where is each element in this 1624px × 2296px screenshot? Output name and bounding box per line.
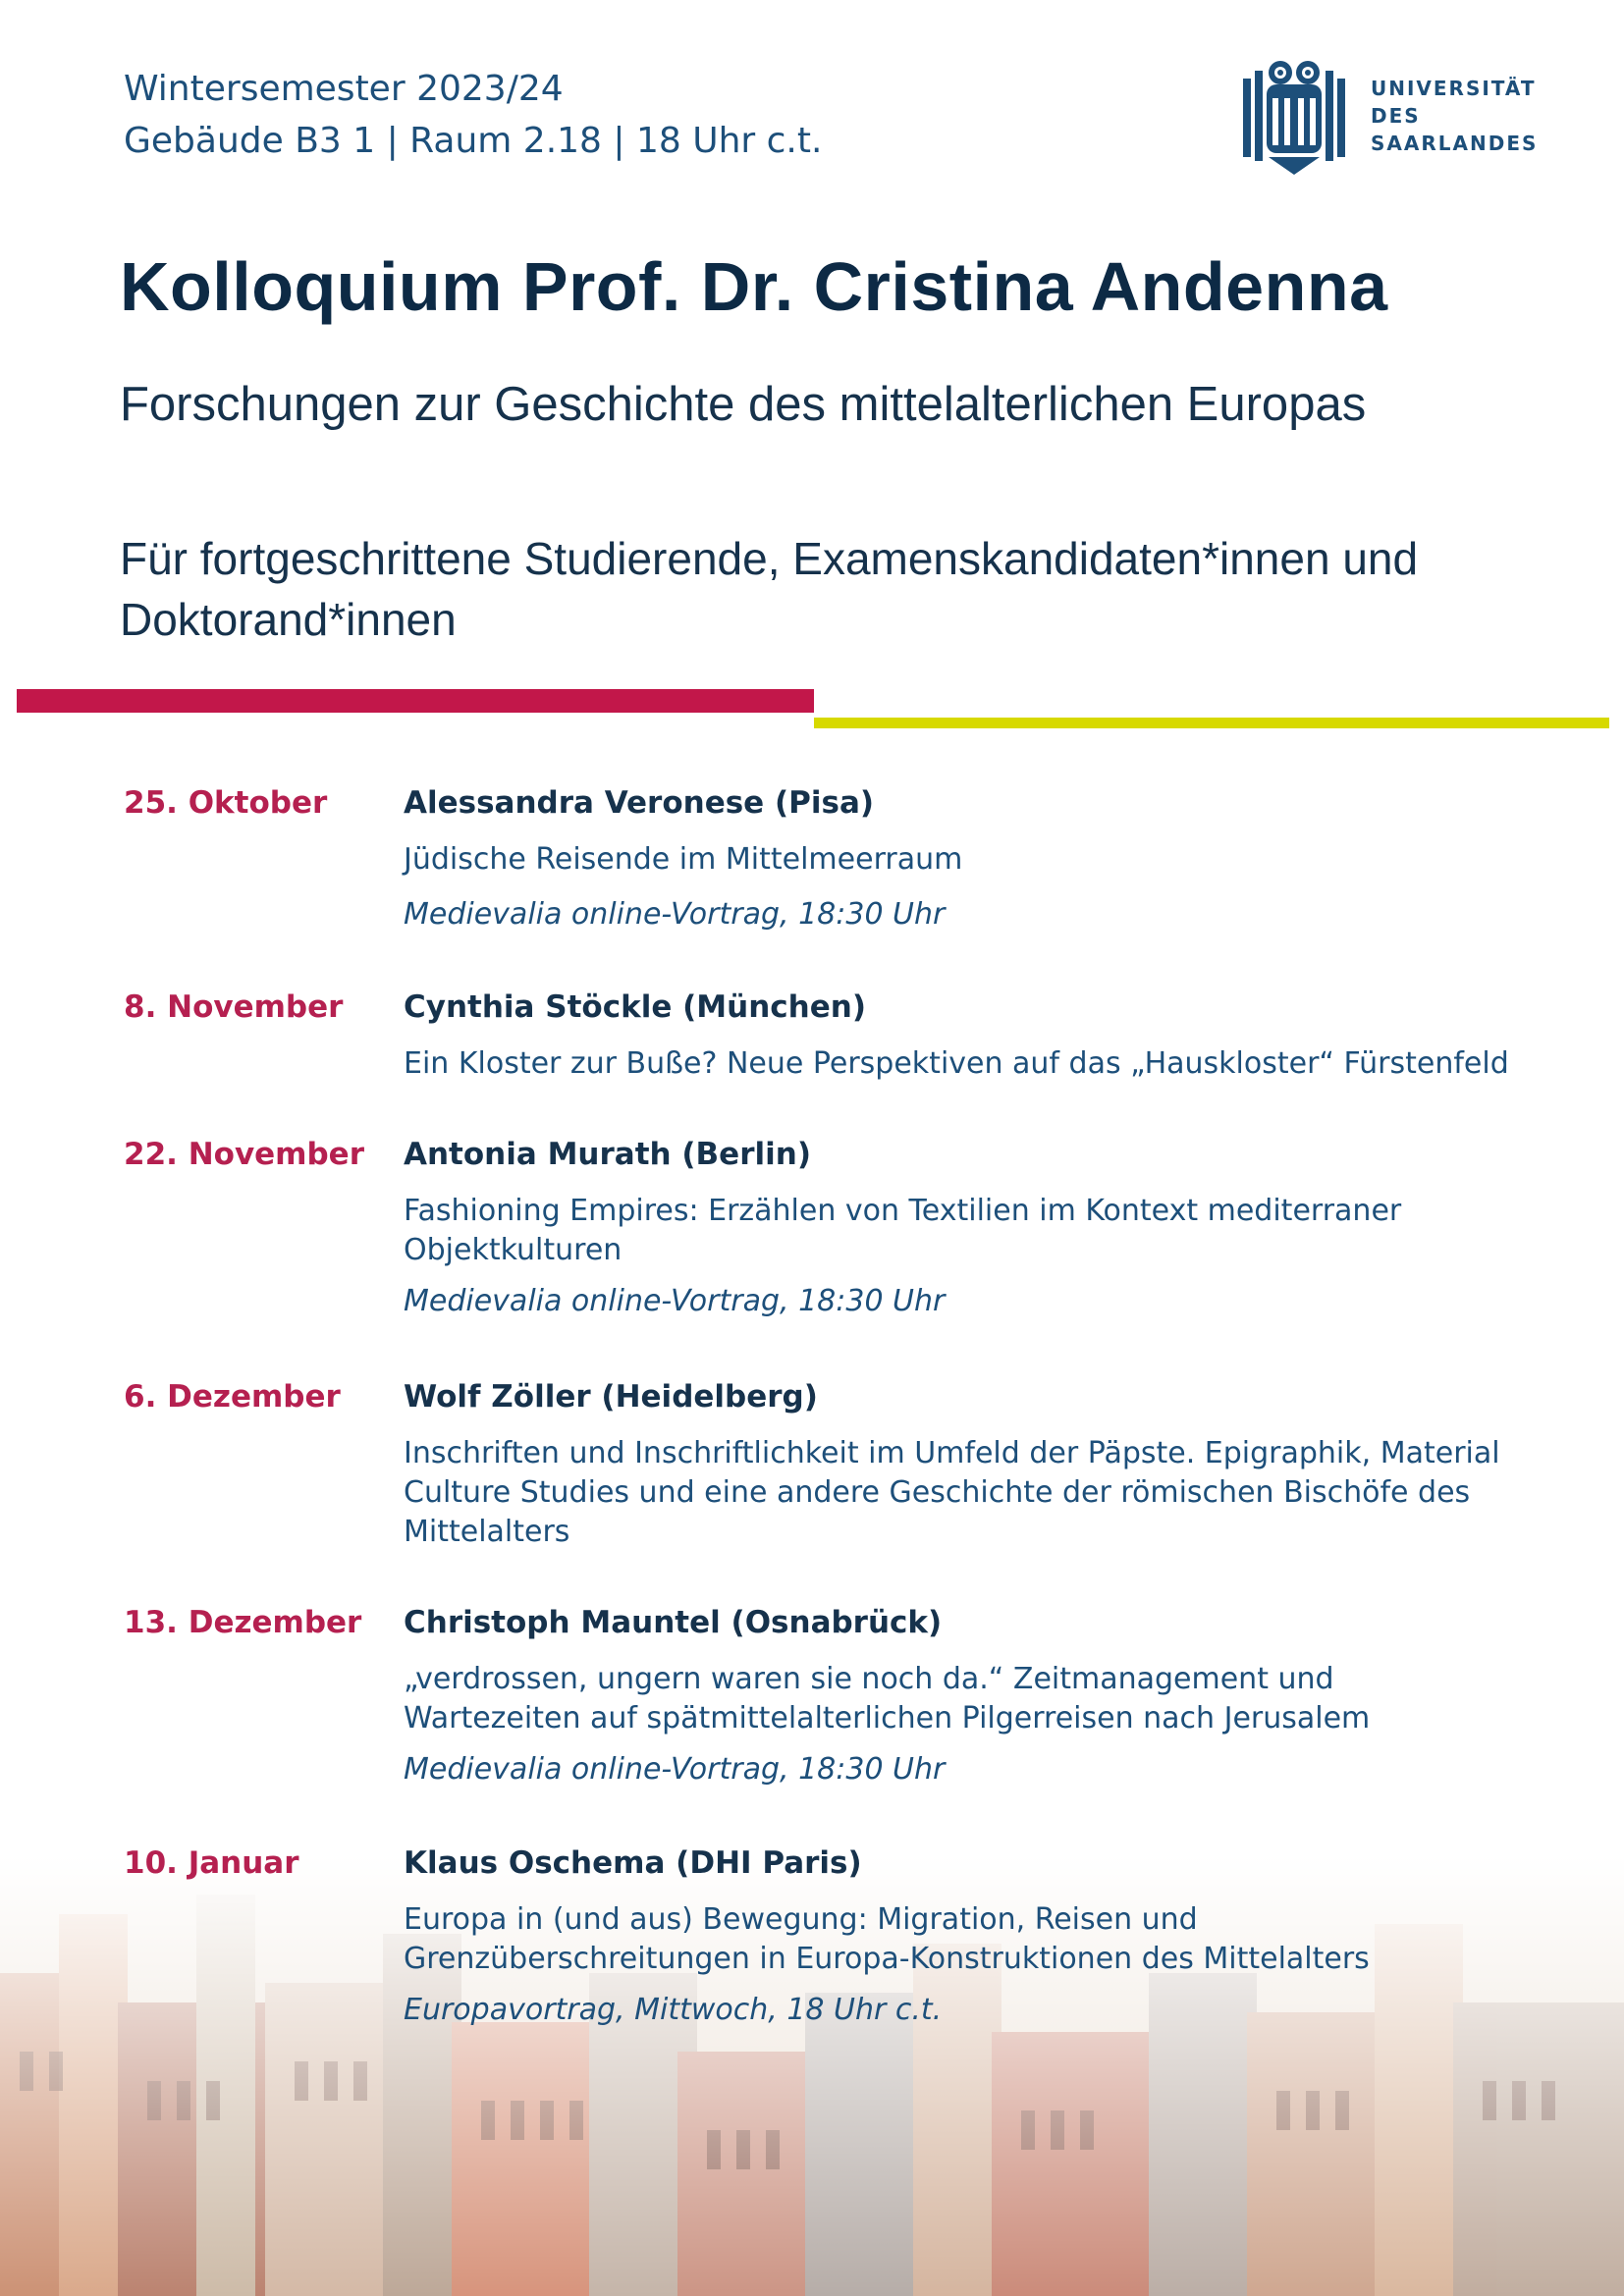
event-topic: Ein Kloster zur Buße? Neue Perspektiven auf das „Hauskloster“ Fürstenfeld <box>404 1046 1509 1081</box>
header-info <box>124 63 822 167</box>
audience-text: Für fortgeschrittene Studierende, Examenskandidaten*innen und Doktorand*innen <box>120 533 1419 645</box>
event-date: 22. November <box>124 1137 364 1172</box>
event-topic: Inschriften und Inschriftlichkeit im Umfeld der Päpste. Epigraphik, Material Culture Studies und eine andere Geschichte der römischen Bischöfe des Mittelalters <box>404 1436 1500 1549</box>
event-note: Medievalia online-Vortrag, 18:30 Uhr <box>404 1284 946 1318</box>
event-speaker: Wolf Zöller (Heidelberg) <box>404 1379 818 1415</box>
event-note: Europavortrag, Mittwoch, 18 Uhr c.t. <box>404 1993 943 2027</box>
event-speaker: Antonia Murath (Berlin) <box>404 1137 811 1172</box>
location-text: Gebäude B3 1 | Raum 2.18 | 18 Uhr c.t. <box>124 121 823 161</box>
event-date: 6. Dezember <box>124 1379 341 1415</box>
page-subtitle: Forschungen zur Geschichte des mittelalterlichen Europas <box>120 378 1367 431</box>
event-topic: „verdrossen, ungern waren sie noch da.“ Zeitmanagement und Wartezeiten auf spätmittelalterlichen Pilgerreisen nach Jerusalem <box>404 1662 1371 1735</box>
semester-text: Wintersemester 2023/24 <box>124 69 564 109</box>
page-title: Kolloquium Prof. Dr. Cristina Andenna <box>120 248 1388 325</box>
owl-emblem-icon <box>1239 55 1349 177</box>
event-note: Medievalia online-Vortrag, 18:30 Uhr <box>404 1752 946 1787</box>
event-topic: Fashioning Empires: Erzählen von Textilien im Kontext mediterraner Objektkulturen <box>404 1194 1402 1267</box>
red-divider-bar <box>17 689 814 713</box>
event-note: Medievalia online-Vortrag, 18:30 Uhr <box>404 897 946 932</box>
event-speaker: Christoph Mauntel (Osnabrück) <box>404 1605 943 1640</box>
event-speaker: Cynthia Stöckle (München) <box>404 989 866 1025</box>
event-speaker: Klaus Oschema (DHI Paris) <box>404 1845 862 1881</box>
logo-line-2: DES <box>1371 104 1421 128</box>
logo-line-1: UNIVERSITÄT <box>1371 77 1537 100</box>
event-date: 25. Oktober <box>124 785 328 821</box>
event-date: 8. November <box>124 989 344 1025</box>
event-topic: Europa in (und aus) Bewegung: Migration, Reisen und Grenzüberschreitungen in Europa-Konstruktionen des Mittelalters <box>404 1902 1370 1976</box>
logo-text <box>1371 75 1538 157</box>
yellow-divider-bar <box>814 718 1609 728</box>
event-topic: Jüdische Reisende im Mittelmeerraum <box>404 842 963 877</box>
event-speaker: Alessandra Veronese (Pisa) <box>404 785 875 821</box>
university-logo <box>1239 55 1543 177</box>
event-date: 13. Dezember <box>124 1605 362 1640</box>
event-date: 10. Januar <box>124 1845 299 1881</box>
logo-line-3: SAARLANDES <box>1371 132 1539 155</box>
